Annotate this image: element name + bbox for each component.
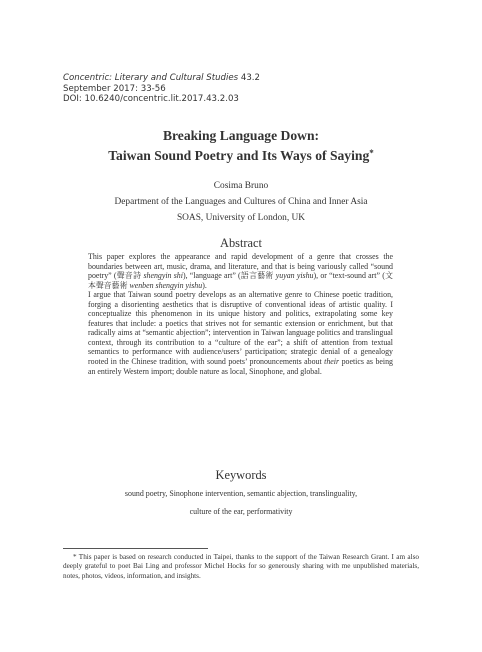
keywords-heading: Keywords: [215, 468, 267, 482]
title-footnote-marker: *: [369, 148, 374, 158]
footnote-text: This paper is based on research conducted in Taipei, thanks to the support of the Taiwan Research Grant. I am also deeply grateful to poet Bai Ling and professor Michel Hocks for so generously sharing with me unpublished materials, notes, photos, videos, information, and insights.: [63, 553, 419, 580]
abstract-pinyin: yuyan yishu: [275, 271, 314, 281]
paper-title-line-2: [60, 148, 422, 164]
journal-name: Concentric: Literary and Cultural Studies: [63, 73, 239, 83]
author-department: Department of the Languages and Cultures of China and Inner Asia: [114, 197, 368, 207]
journal-issue-pages: September 2017: 33-56: [63, 83, 166, 94]
abstract-paragraph-1: [88, 252, 393, 290]
paper-title-text: Taiwan Sound Poetry and Its Ways of Saying: [108, 148, 370, 163]
journal-doi: DOI: 10.6240/concentric.lit.2017.43.2.03: [63, 94, 239, 104]
journal-volume: 43.2: [240, 73, 261, 83]
abstract-text: I argue that Taiwan sound poetry develops as an alternative genre to Chinese poetic tradition, forging a disorienting aesthetics that is disruptive of conventional ideas of artistic quality. I conceptualize this phenomenon in its unique history and politics, extrapolating some key features that include: a poetics that strives not for semantic extension or enrichment, but that radically aims at “semantic abjection”; intervention in Taiwan language politics and translingual context, through its contribution to a “culture of the ear”; a shift of attention from textual semantics to performance with audience/users’ participation; strategic denial of a genealogy rooted in the Chinese tradition, with sound poets’ pronouncements about: [88, 290, 393, 367]
footnote-marker: *: [73, 553, 77, 561]
journal-citation: [63, 73, 260, 84]
author-institution: SOAS, University of London, UK: [176, 213, 306, 223]
footnote-divider: [63, 548, 208, 549]
abstract-pinyin: wenben shengyin yishu: [129, 280, 203, 290]
footnote: [63, 553, 419, 581]
abstract-text: ), “language art” (語言藝術: [182, 271, 276, 281]
abstract-body: [88, 252, 393, 376]
paper-title-line-1: Breaking Language Down:: [162, 128, 320, 143]
abstract-pinyin: shengyin shi: [143, 271, 183, 281]
abstract-text: This paper explores the appearance and rapid development of a genre that crosses the boundaries between art, music, drama, and literature, and that is being variously called “sound poetry” (聲音詩: [88, 252, 393, 281]
journal-header: [63, 73, 260, 105]
abstract-emphasis: their: [324, 357, 340, 367]
abstract-heading: Abstract: [220, 236, 262, 250]
abstract-paragraph-2: [88, 290, 393, 376]
abstract-text: ), or “text-sound art” (文本聲音藝術: [88, 271, 393, 290]
abstract-text: ).: [202, 280, 207, 290]
abstract-text: poetics as being an entirely Western import; double nature as local, Sinophone, and global.: [88, 357, 393, 376]
keywords-line-1: sound poetry, Sinophone intervention, semantic abjection, translinguality,: [124, 489, 358, 498]
keywords-line-2: culture of the ear, performativity: [189, 507, 293, 516]
author-name: Cosima Bruno: [213, 181, 269, 191]
